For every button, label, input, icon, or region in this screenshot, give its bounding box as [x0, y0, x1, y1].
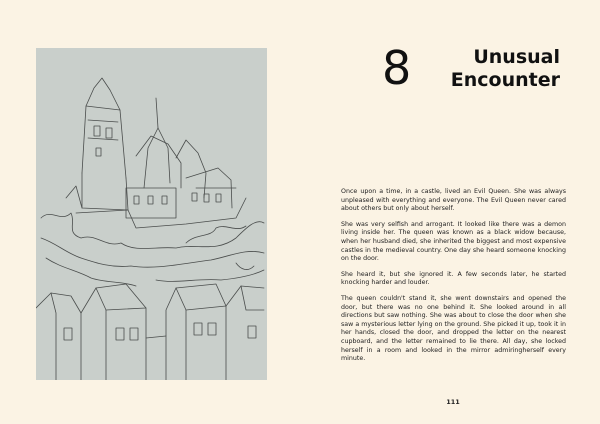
chapter-title-line-2: Encounter	[450, 69, 560, 91]
castle-illustration	[36, 48, 267, 380]
paragraph: She heard it, but she ignored it. A few seconds later, he started knocking harder and louder.	[341, 270, 566, 287]
chapter-title-line-1: Unusual	[473, 46, 560, 68]
paragraph: Once upon a time, in a castle, lived an Evil Queen. She was always unpleased with everything and everyone. The Evil Queen never cared about others but only about herself.	[341, 188, 566, 213]
chapter-number: 8	[382, 41, 412, 95]
chapter-title	[420, 46, 560, 92]
paragraph: The queen couldn't stand it, she went downstairs and opened the door, but there was no one behind it. She looked around in all directions but saw nothing. She was about to close the door when she saw a mysterious letter lying on the ground. She picked it up, took it in her hands, closed the door, and dropped the letter on the nearest cupboard, and the letter remained to lie there. All day, she locked herself in a room and looked in the mirror admiringherself every minute.	[341, 294, 566, 363]
page-number: 111	[446, 398, 460, 406]
chapter-body-text	[341, 188, 566, 371]
paragraph: She was very selfish and arrogant. It looked like there was a demon living inside her. The queen was known as a black widow because, when her husband died, she inherited the biggest and most expensive castles in the medieval country. One day she heard someone knocking on the door.	[341, 220, 566, 263]
